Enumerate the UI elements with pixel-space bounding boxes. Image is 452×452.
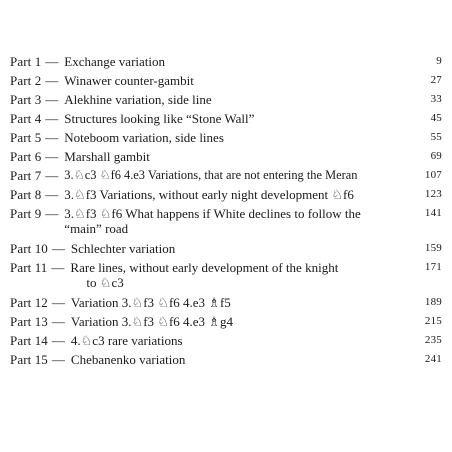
title-line: Schlechter variation <box>70 241 176 256</box>
title-line: Chebanenko variation <box>70 352 186 367</box>
dash: — <box>51 333 65 348</box>
part-label: Part 15 <box>10 352 48 367</box>
toc-entry <box>10 130 442 145</box>
page-number: 215 <box>424 315 442 327</box>
title-line-continued: to ♘c3 <box>86 275 124 290</box>
title-line: Noteboom variation, side lines <box>64 130 224 145</box>
part-label: Part 14 <box>10 333 48 348</box>
dash: — <box>51 241 65 256</box>
title-line: Alekhine variation, side line <box>64 92 212 107</box>
part-label: Part 3 <box>10 92 42 107</box>
page-number: 69 <box>430 150 442 162</box>
part-label: Part 11 <box>10 260 48 275</box>
toc-entry <box>10 260 442 290</box>
page-number: 55 <box>430 131 442 143</box>
entry-title <box>64 130 442 145</box>
dash: — <box>45 54 59 69</box>
page-number: 27 <box>430 74 442 86</box>
entry-title <box>64 168 442 183</box>
dash: — <box>45 206 59 221</box>
toc-entry <box>10 149 442 164</box>
toc-entry <box>10 111 442 126</box>
toc-entry <box>10 92 442 107</box>
toc-entry <box>10 206 442 236</box>
toc-entry <box>10 54 442 69</box>
part-label: Part 6 <box>10 149 42 164</box>
dash: — <box>45 73 59 88</box>
dash: — <box>45 187 59 202</box>
page-number: 45 <box>430 112 442 124</box>
toc-entry <box>10 187 442 202</box>
entry-title <box>64 111 442 126</box>
part-label: Part 5 <box>10 130 42 145</box>
page-number: 141 <box>424 207 442 219</box>
dash: — <box>45 149 59 164</box>
dash: — <box>45 92 59 107</box>
part-label: Part 10 <box>10 241 48 256</box>
part-label: Part 9 <box>10 206 42 221</box>
part-label: Part 8 <box>10 187 42 202</box>
table-of-contents <box>10 54 442 371</box>
part-label: Part 12 <box>10 295 48 310</box>
page-number: 235 <box>424 334 442 346</box>
title-line: Rare lines, without early development of the knight <box>70 260 339 275</box>
part-label: Part 13 <box>10 314 48 329</box>
page-number: 159 <box>424 242 442 254</box>
toc-entry <box>10 352 442 367</box>
title-line: 3.♘c3 ♘f6 4.e3 Variations, that are not entering the Meran <box>64 168 358 182</box>
toc-entry <box>10 314 442 329</box>
dash: — <box>45 168 59 183</box>
title-line: 3.♘f3 ♘f6 What happens if White declines to follow the <box>64 206 361 221</box>
toc-entry <box>10 241 442 256</box>
entry-title <box>71 241 442 256</box>
page-number: 9 <box>436 55 442 67</box>
dash: — <box>45 130 59 145</box>
part-label: Part 7 <box>10 168 42 183</box>
title-line: Variation 3.♘f3 ♘f6 4.e3 ♗f5 <box>70 295 231 310</box>
entry-title <box>70 260 442 290</box>
entry-title <box>64 73 442 88</box>
toc-entry <box>10 73 442 88</box>
dash: — <box>45 111 59 126</box>
title-line: 3.♘f3 Variations, without early night development ♘f6 <box>64 187 354 202</box>
title-line: Marshall gambit <box>64 149 150 164</box>
title-line-continued: “main” road <box>64 221 129 236</box>
entry-title <box>64 149 442 164</box>
part-label: Part 4 <box>10 111 42 126</box>
page-number: 123 <box>424 188 442 200</box>
page-number: 241 <box>424 353 442 365</box>
title-line: Structures looking like “Stone Wall” <box>64 111 255 126</box>
title-line: 4.♘c3 rare variations <box>70 333 183 348</box>
page-number: 33 <box>430 93 442 105</box>
part-label: Part 1 <box>10 54 42 69</box>
title-line: Exchange variation <box>64 54 166 69</box>
dash: — <box>51 295 65 310</box>
part-label: Part 2 <box>10 73 42 88</box>
title-line: Variation 3.♘f3 ♘f6 4.e3 ♗g4 <box>70 314 233 329</box>
dash: — <box>51 314 65 329</box>
dash: — <box>51 352 65 367</box>
page-number: 171 <box>424 261 442 273</box>
toc-entry <box>10 295 442 310</box>
title-line: Winawer counter-gambit <box>64 73 194 88</box>
entry-title <box>71 295 442 310</box>
entry-title <box>71 333 442 348</box>
entry-title <box>64 187 442 202</box>
page-number: 189 <box>424 296 442 308</box>
dash: — <box>51 260 65 275</box>
page-number: 107 <box>424 169 442 181</box>
toc-entry <box>10 333 442 348</box>
entry-title <box>64 92 442 107</box>
entry-title <box>71 314 442 329</box>
entry-title <box>64 54 442 69</box>
entry-title <box>64 206 442 236</box>
entry-title <box>71 352 442 367</box>
toc-entry <box>10 168 442 183</box>
